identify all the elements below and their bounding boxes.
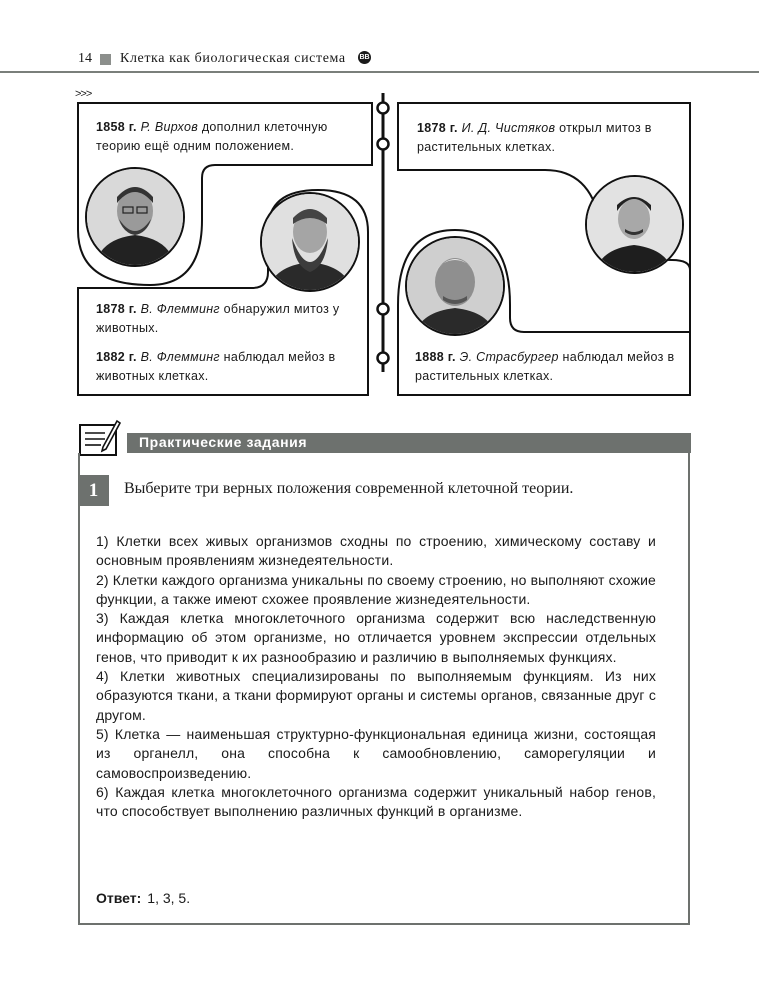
answer-line	[96, 890, 190, 906]
list-item: 1) Клетки всех живых организмов сходны по строению, химическому составу и основным проявлениям жизнедеятельности.	[96, 533, 656, 569]
portrait-photo-icon	[262, 194, 358, 290]
timeline-entry: 1878 г. И. Д. Чистяков открыл митоз в растительных клетках.	[417, 121, 652, 154]
timeline-node	[378, 304, 389, 315]
timeline-node	[378, 103, 389, 114]
timeline-entry: 1858 г. Р. Вирхов дополнил клеточную теорию ещё одним положением.	[96, 120, 328, 153]
portrait-chistyakov	[585, 175, 684, 274]
running-title: Клетка как биологическая система	[120, 51, 346, 66]
list-item: 3) Каждая клетка многоклеточного организма содержит всю наследственную информацию об этом организме, но отличается уровнем экспрессии отдельных генов, что приводит к их разнообразию и различию в выполняемых функциях.	[96, 610, 656, 665]
list-item: 6) Каждая клетка многоклеточного организма содержит уникальный набор генов, что способствует выполнению различных функций в организме.	[96, 783, 656, 820]
section-title: Практические задания	[139, 434, 308, 450]
timeline-node	[378, 353, 389, 364]
section-badge: ВВ	[358, 51, 371, 64]
timeline-entry: 1882 г. В. Флемминг наблюдал мейоз в животных клетках.	[96, 350, 336, 383]
list-item: 5) Клетка — наименьшая структурно-функциональная единица жизни, состоящая из органелл, она способна к самообновлению, саморегуляции и самовоспроизведению.	[96, 725, 656, 781]
portrait-photo-icon	[407, 238, 503, 334]
timeline-entry: 1888 г. Э. Страсбургер наблюдал мейоз в растительных клетках.	[415, 350, 675, 383]
page-number: 14	[78, 51, 92, 66]
answer-value: 1, 3, 5.	[147, 890, 191, 906]
portrait-strasburger	[405, 236, 505, 336]
timeline-entry: 1878 г. В. Флемминг обнаружил митоз у животных.	[96, 302, 340, 335]
portrait-photo-icon	[587, 177, 682, 272]
portrait-flemming	[260, 192, 360, 292]
notepad-pen-icon	[79, 417, 121, 457]
portrait-photo-icon	[87, 169, 183, 265]
list-item: 4) Клетки животных специализированы по выполняемым функциям. Из них образуются ткани, а ткани формируют органы и системы органов, связанные друг с другом.	[96, 668, 656, 723]
task-options-list	[96, 532, 656, 821]
portrait-virchow	[85, 167, 185, 267]
timeline-node	[378, 139, 389, 150]
task-question: Выберите три верных положения современной клеточной теории.	[124, 480, 574, 497]
continuation-marker: >>>	[75, 88, 92, 100]
task-number: 1	[78, 475, 109, 506]
answer-label: Ответ:	[96, 890, 142, 906]
list-item: 2) Клетки каждого организма уникальны по своему строению, но выполняют схожие функции, а также имеют схожее проявление жизнедеятельности.	[96, 571, 656, 607]
